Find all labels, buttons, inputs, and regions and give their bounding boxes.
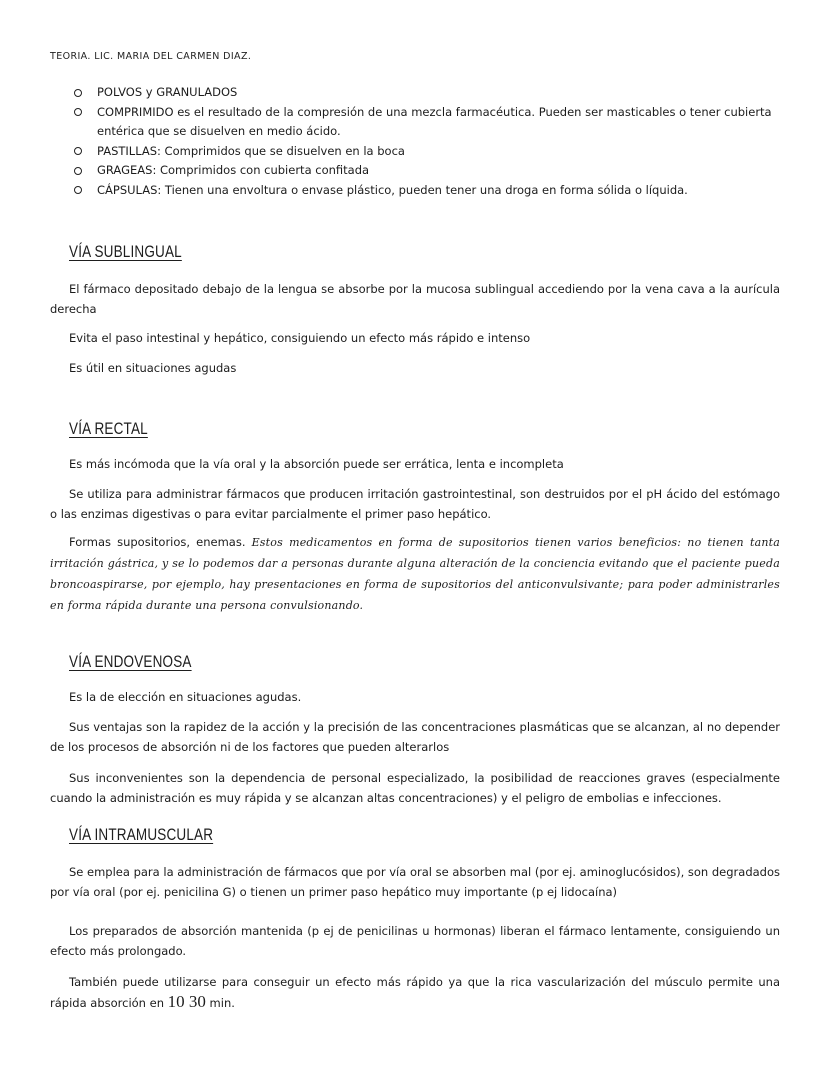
circle-bullet-icon (74, 147, 82, 155)
list-item (0, 142, 828, 162)
list-item (0, 83, 828, 103)
paragraph: Se emplea para la administración de fármacos que por vía oral se absorben mal (por ej. aminoglucósidos), son degradados por vía oral (por ej. penicilina G) o tienen un primer paso hepático muy importante (p ej lidocaína) (50, 865, 780, 899)
paragraph: Es más incómoda que la vía oral y la absorción puede ser errática, lenta e incompleta (69, 457, 564, 471)
paragraph: El fármaco depositado debajo de la lengua se absorbe por la mucosa sublingual accediendo por la vena cava a la aurícula derecha (50, 282, 780, 316)
circle-bullet-icon (74, 186, 82, 194)
list-item-text: POLVOS y GRANULADOS (97, 85, 238, 99)
section-heading-endovenosa: VÍA ENDOVENOSA (69, 653, 192, 671)
page-header: TEORIA. LIC. MARIA DEL CARMEN DIAZ. (50, 51, 252, 62)
circle-bullet-icon (74, 89, 82, 97)
section-heading-intramuscular: VÍA INTRAMUSCULAR (69, 826, 214, 844)
paragraph: Sus inconvenientes son la dependencia de personal especializado, la posibilidad de reacciones graves (especialmente cuando la administración es muy rápida y se alcanzan altas concentraciones) y el peligro de embolias e infecciones. (50, 771, 780, 805)
section-heading-sublingual: VÍA SUBLINGUAL (69, 243, 182, 261)
paragraph: Es útil en situaciones agudas (69, 361, 237, 375)
list-item (0, 161, 828, 181)
paragraph-lead-text: Formas supositorios, enemas. (69, 535, 246, 549)
dosage-forms-list (0, 83, 828, 200)
paragraph: Sus ventajas son la rapidez de la acción y la precisión de las concentraciones plasmáticas que se alcanzan, al no depender de los procesos de absorción ni de los factores que pueden alterarlos (50, 720, 780, 754)
paragraph (50, 972, 780, 1013)
list-item-text: PASTILLAS: Comprimidos que se disuelven en la boca (97, 143, 405, 158)
list-item-text: COMPRIMIDO es el resultado de la compresión de una mezcla farmacéutica. Pueden ser masticables o tener cubierta entérica que se disuelven en medio ácido. (97, 104, 772, 138)
paragraph-italic-text: Estos medicamentos en forma de supositorios tienen varios beneficios: no tienen tanta irritación gástrica, y se lo podemos dar a personas durante alguna alteración de la conciencia evitando que el paciente pueda broncoaspirarse, por ejemplo, hay presentaciones en forma de supositorios del anticonvulsivante; para poder administrarles en forma rápida durante una persona convulsionando. (50, 536, 781, 612)
paragraph: Se utiliza para administrar fármacos que producen irritación gastrointestinal, son destruidos por el pH ácido del estómago o las enzimas digestivas o para evitar parcialmente el primer paso hepático. (50, 487, 780, 521)
list-item-text: CÁPSULAS: Tienen una envoltura o envase plástico, pueden tener una droga en forma sólida o líquida. (97, 182, 688, 197)
time-range-value: 10 30 (167, 992, 206, 1011)
paragraph: Es la de elección en situaciones agudas. (69, 690, 302, 704)
circle-bullet-icon (74, 108, 82, 116)
paragraph: Evita el paso intestinal y hepático, consiguiendo un efecto más rápido e intenso (69, 331, 531, 345)
list-item (0, 181, 828, 201)
time-unit: min. (209, 996, 235, 1010)
paragraph: Los preparados de absorción mantenida (p ej de penicilinas u hormonas) liberan el fármaco lentamente, consiguiendo un efecto más prolongado. (50, 924, 780, 958)
list-item-text: GRAGEAS: Comprimidos con cubierta confitada (97, 163, 370, 177)
list-item (0, 103, 828, 142)
section-heading-rectal: VÍA RECTAL (69, 420, 148, 438)
circle-bullet-icon (74, 167, 82, 175)
paragraph (50, 532, 780, 616)
paragraph-text: También puede utilizarse para conseguir un efecto más rápido ya que la rica vascularización del músculo permite una rápida absorción en (50, 975, 780, 1010)
